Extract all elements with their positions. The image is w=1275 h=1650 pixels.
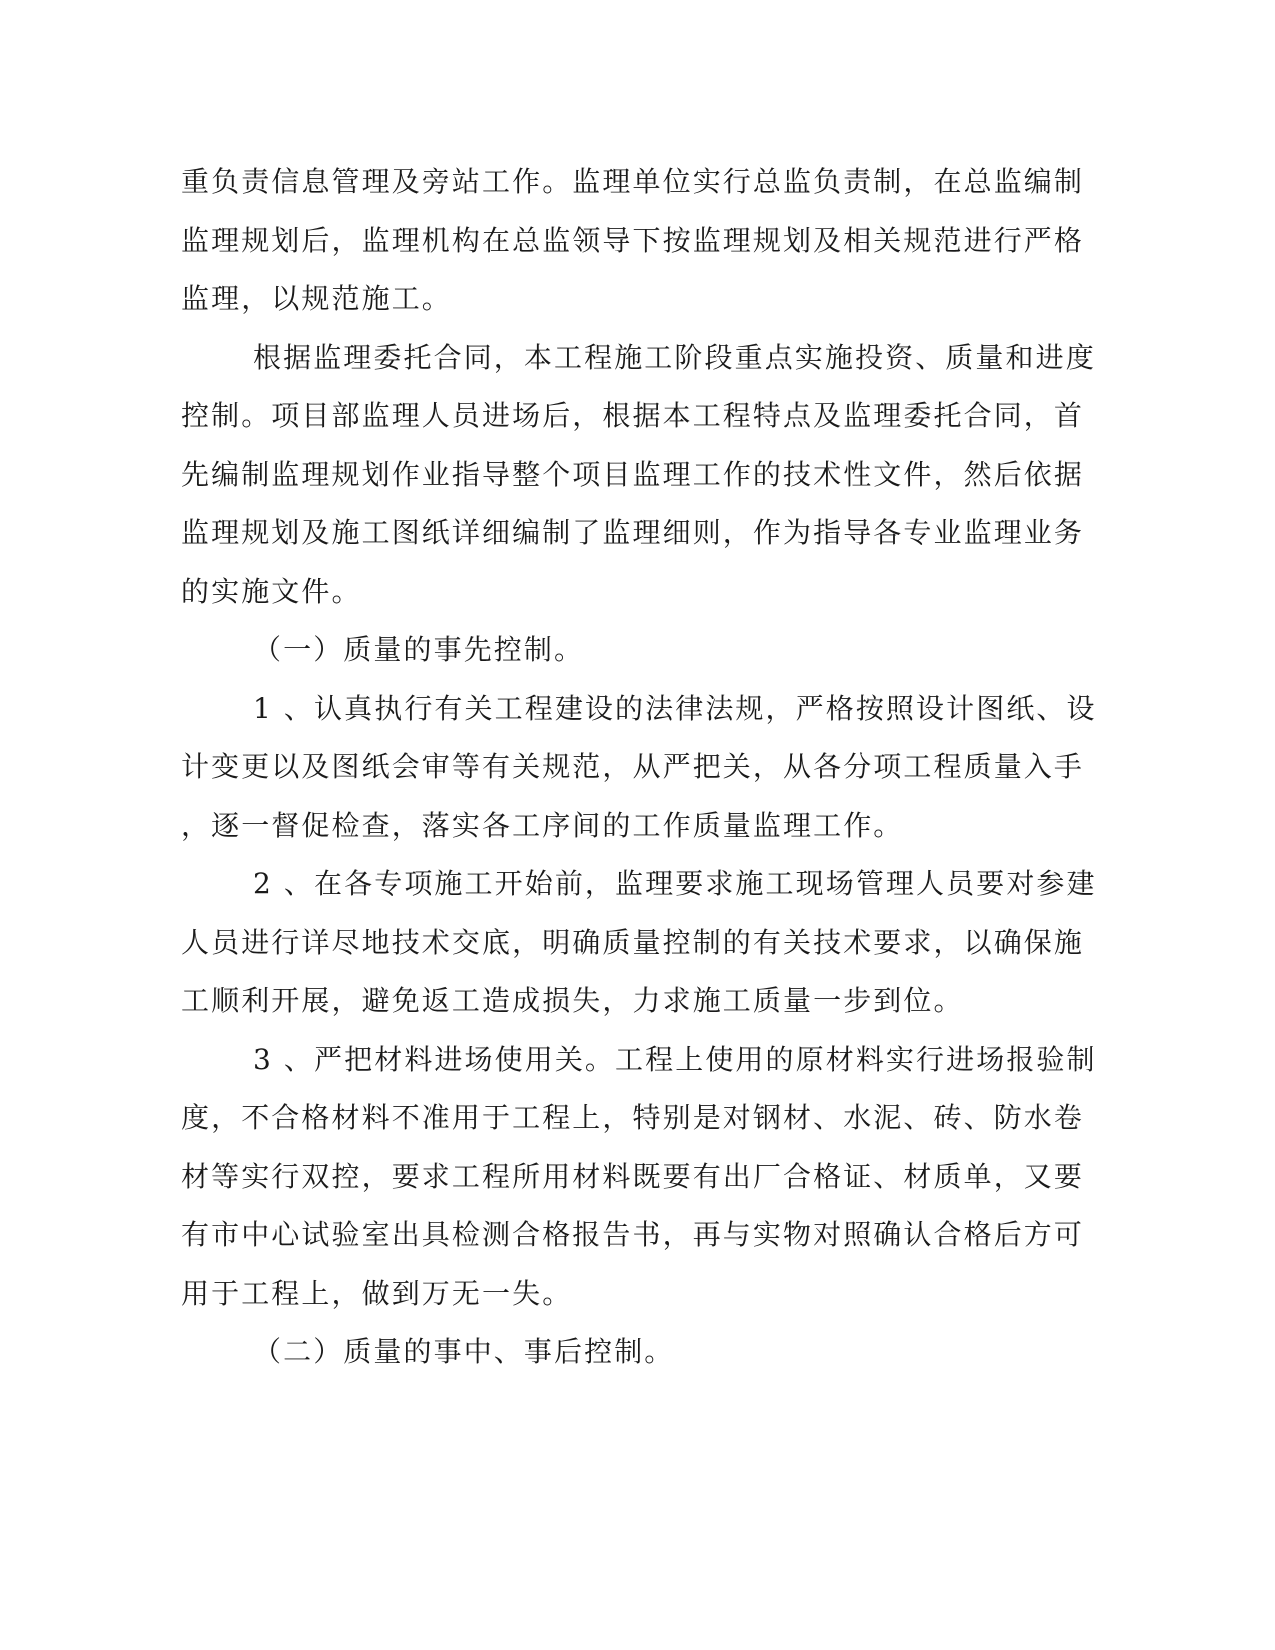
text-line-content: 重负责信息管理及旁站工作。监理单位实行总监负责制，在总监编制 xyxy=(181,165,1085,198)
text-line-content: 控制。项目部监理人员进场后，根据本工程特点及监理委托合同，首 xyxy=(181,399,1085,432)
text-line-content: 工顺利开展，避免返工造成损失，力求施工质量一步到位。 xyxy=(181,984,964,1017)
text-line xyxy=(0,864,1275,904)
text-line-content: 的实施文件。 xyxy=(181,575,362,608)
text-line xyxy=(0,396,1275,436)
text-line xyxy=(0,1040,1275,1080)
text-line xyxy=(0,689,1275,729)
text-line xyxy=(0,279,1275,319)
text-line-content: ，逐一督促检查，落实各工序间的工作质量监理工作。 xyxy=(181,809,904,842)
text-line-content: 度，不合格材料不准用于工程上，特别是对钢材、水泥、砖、防水卷 xyxy=(181,1101,1085,1134)
text-line xyxy=(0,572,1275,612)
text-line xyxy=(0,1332,1275,1372)
text-line xyxy=(0,338,1275,378)
text-line-content: 人员进行详尽地技术交底，明确质量控制的有关技术要求，以确保施 xyxy=(181,926,1085,959)
text-line xyxy=(0,630,1275,670)
text-line-content: （二）质量的事中、事后控制。 xyxy=(253,1335,675,1368)
text-line xyxy=(0,981,1275,1021)
text-line xyxy=(0,1098,1275,1138)
text-line-content: 有市中心试验室出具检测合格报告书，再与实物对照确认合格后方可 xyxy=(181,1218,1085,1251)
text-line-content: 1 、认真执行有关工程建设的法律法规，严格按照设计图纸、设 xyxy=(253,692,1097,725)
text-line-content: 监理，以规范施工。 xyxy=(181,282,452,315)
text-line xyxy=(0,747,1275,787)
text-line xyxy=(0,1215,1275,1255)
text-line xyxy=(0,162,1275,202)
text-line-content: 先编制监理规划作业指导整个项目监理工作的技术性文件，然后依据 xyxy=(181,458,1085,491)
text-line-content: 计变更以及图纸会审等有关规范，从严把关，从各分项工程质量入手 xyxy=(181,750,1085,783)
text-line xyxy=(0,806,1275,846)
text-line-content: 根据监理委托合同，本工程施工阶段重点实施投资、质量和进度 xyxy=(253,341,1096,374)
text-line-content: 2 、在各专项施工开始前，监理要求施工现场管理人员要对参建 xyxy=(253,867,1097,900)
text-line xyxy=(0,1157,1275,1197)
text-line-content: （一）质量的事先控制。 xyxy=(253,633,585,666)
text-line xyxy=(0,923,1275,963)
text-line-content: 监理规划后，监理机构在总监领导下按监理规划及相关规范进行严格 xyxy=(181,224,1085,257)
text-line xyxy=(0,1274,1275,1314)
text-line-content: 材等实行双控，要求工程所用材料既要有出厂合格证、材质单，又要 xyxy=(181,1160,1085,1193)
text-line-content: 用于工程上，做到万无一失。 xyxy=(181,1277,573,1310)
text-line-content: 监理规划及施工图纸详细编制了监理细则，作为指导各专业监理业务 xyxy=(181,516,1085,549)
text-line xyxy=(0,513,1275,553)
text-line xyxy=(0,221,1275,261)
text-line xyxy=(0,455,1275,495)
text-line-content: 3 、严把材料进场使用关。工程上使用的原材料实行进场报验制 xyxy=(253,1043,1097,1076)
